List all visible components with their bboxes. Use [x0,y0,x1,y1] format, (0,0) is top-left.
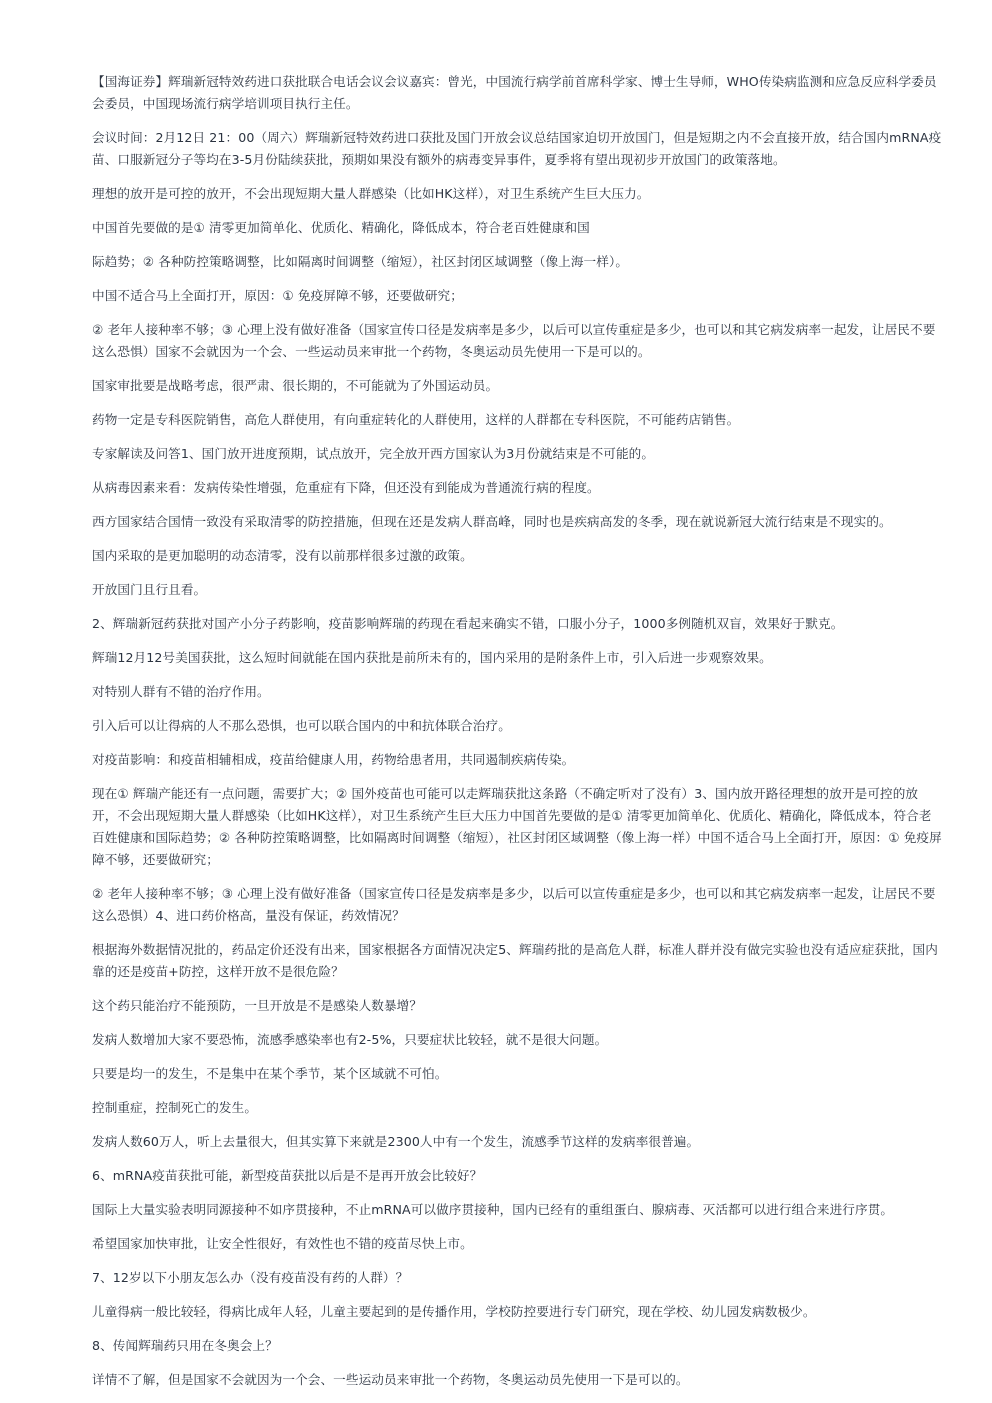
paragraph: 根据海外数据情况批的，药品定价还没有出来，国家根据各方面情况决定5、辉瑞药批的是高危人群，标准人群并没有做完实验也没有适应症获批，国内靠的还是疫苗+防控，这样开放不是很危险？ [92,942,938,979]
paragraph: 发病人数增加大家不要恐怖，流感季感染率也有2-5%，只要症状比较轻，就不是很大问题。 [92,1032,608,1047]
paragraph: 儿童得病一般比较轻，得病比成年人轻，儿童主要起到的是传播作用，学校防控要进行专门研究，现在学校、幼儿园发病数极少。 [92,1304,816,1319]
paragraph: 从病毒因素来看：发病传染性增强，危重症有下降，但还没有到能成为普通流行病的程度。 [92,480,600,495]
paragraph: 控制重症，控制死亡的发生。 [92,1100,258,1115]
paragraph: 理想的放开是可控的放开，不会出现短期大量人群感染（比如HK这样），对卫生系统产生巨大压力。 [92,186,650,201]
paragraph: 西方国家结合国情一致没有采取清零的防控措施，但现在还是发病人群高峰，同时也是疾病高发的冬季，现在就说新冠大流行结束是不现实的。 [92,514,892,529]
paragraph: 发病人数60万人，听上去量很大，但其实算下来就是2300人中有一个发生，流感季节这样的发病率很普遍。 [92,1134,700,1149]
paragraph: 国家审批要是战略考虑，很严肃、很长期的，不可能就为了外国运动员。 [92,378,499,393]
paragraph: 对疫苗影响：和疫苗相辅相成，疫苗给健康人用，药物给患者用，共同遏制疾病传染。 [92,752,575,767]
paragraph: ② 老年人接种率不够；③ 心理上没有做好准备（国家宣传口径是发病率是多少，以后可以宣传重症是多少，也可以和其它病发病率一起发，让居民不要这么恐惧）4、进口药价格高，量没有保证，药效情况？ [92,886,936,923]
paragraph: 开放国门且行且看。 [92,582,207,597]
paragraph: 这个药只能治疗不能预防，一旦开放是不是感染人数暴增？ [92,998,423,1013]
paragraph: 辉瑞12月12号美国获批，这么短时间就能在国内获批是前所未有的，国内采用的是附条件上市，引入后进一步观察效果。 [92,650,772,665]
paragraph: 对特别人群有不错的治疗作用。 [92,684,270,699]
paragraph: 专家解读及问答1、国门放开进度预期，试点放开，完全放开西方国家认为3月份就结束是不可能的。 [92,446,655,461]
document-body [92,71,942,1391]
paragraph: 7、12岁以下小朋友怎么办（没有疫苗没有药的人群）？ [92,1270,409,1285]
paragraph: ② 老年人接种率不够；③ 心理上没有做好准备（国家宣传口径是发病率是多少，以后可以宣传重症是多少，也可以和其它病发病率一起发，让居民不要这么恐惧）国家不会就因为一个会、一些运动员来审批一个药物，冬奥运动员先使用一下是可以的。 [92,322,936,359]
paragraph: 详情不了解，但是国家不会就因为一个会、一些运动员来审批一个药物，冬奥运动员先使用一下是可以的。 [92,1372,689,1387]
paragraph: 现在① 辉瑞产能还有一点问题，需要扩大；② 国外疫苗也可能可以走辉瑞获批这条路（不确定听对了没有）3、国内放开路径理想的放开是可控的放开，不会出现短期大量人群感染（比如HK这样），对卫生系统产生巨大压力中国首先要做的是① 清零更加简单化、优质化、精确化，降低成本，符合老百姓健康和国际趋势；② 各种防控策略调整，比如隔离时间调整（缩短），社区封闭区域调整（像上海一样）中国不适合马上全面打开，原因：① 免疫屏障不够，还要做研究； [92,786,942,867]
paragraph: 中国不适合马上全面打开，原因：① 免疫屏障不够，还要做研究； [92,288,463,303]
paragraph: 8、传闻辉瑞药只用在冬奥会上？ [92,1338,278,1353]
paragraph: 【国海证券】辉瑞新冠特效药进口获批联合电话会议会议嘉宾：曾光，中国流行病学前首席科学家、博士生导师，WHO传染病监测和应急反应科学委员会委员，中国现场流行病学培训项目执行主任。 [92,74,937,111]
paragraph: 国际上大量实验表明同源接种不如序贯接种，不止mRNA可以做序贯接种，国内已经有的重组蛋白、腺病毒、灭活都可以进行组合来进行序贯。 [92,1202,894,1217]
paragraph: 药物一定是专科医院销售，高危人群使用，有向重症转化的人群使用，这样的人群都在专科医院，不可能药店销售。 [92,412,740,427]
paragraph: 希望国家加快审批，让安全性很好，有效性也不错的疫苗尽快上市。 [92,1236,473,1251]
paragraph: 引入后可以让得病的人不那么恐惧，也可以联合国内的中和抗体联合治疗。 [92,718,511,733]
paragraph: 2、辉瑞新冠药获批对国产小分子药影响，疫苗影响辉瑞的药现在看起来确实不错，口服小分子，1000多例随机双盲，效果好于默克。 [92,616,844,631]
paragraph: 际趋势；② 各种防控策略调整，比如隔离时间调整（缩短），社区封闭区域调整（像上海一样）。 [92,254,629,269]
paragraph: 6、mRNA疫苗获批可能，新型疫苗获批以后是不是再开放会比较好？ [92,1168,483,1183]
paragraph: 国内采取的是更加聪明的动态清零，没有以前那样很多过激的政策。 [92,548,473,563]
paragraph: 会议时间：2月12日 21：00（周六）辉瑞新冠特效药进口获批及国门开放会议总结国家迫切开放国门，但是短期之内不会直接开放，结合国内mRNA疫苗、口服新冠分子等均在3-5月份陆续获批，预期如果没有额外的病毒变异事件，夏季将有望出现初步开放国门的政策落地。 [92,130,942,167]
paragraph: 中国首先要做的是① 清零更加简单化、优质化、精确化，降低成本，符合老百姓健康和国 [92,220,590,235]
paragraph: 只要是均一的发生，不是集中在某个季节，某个区域就不可怕。 [92,1066,448,1081]
